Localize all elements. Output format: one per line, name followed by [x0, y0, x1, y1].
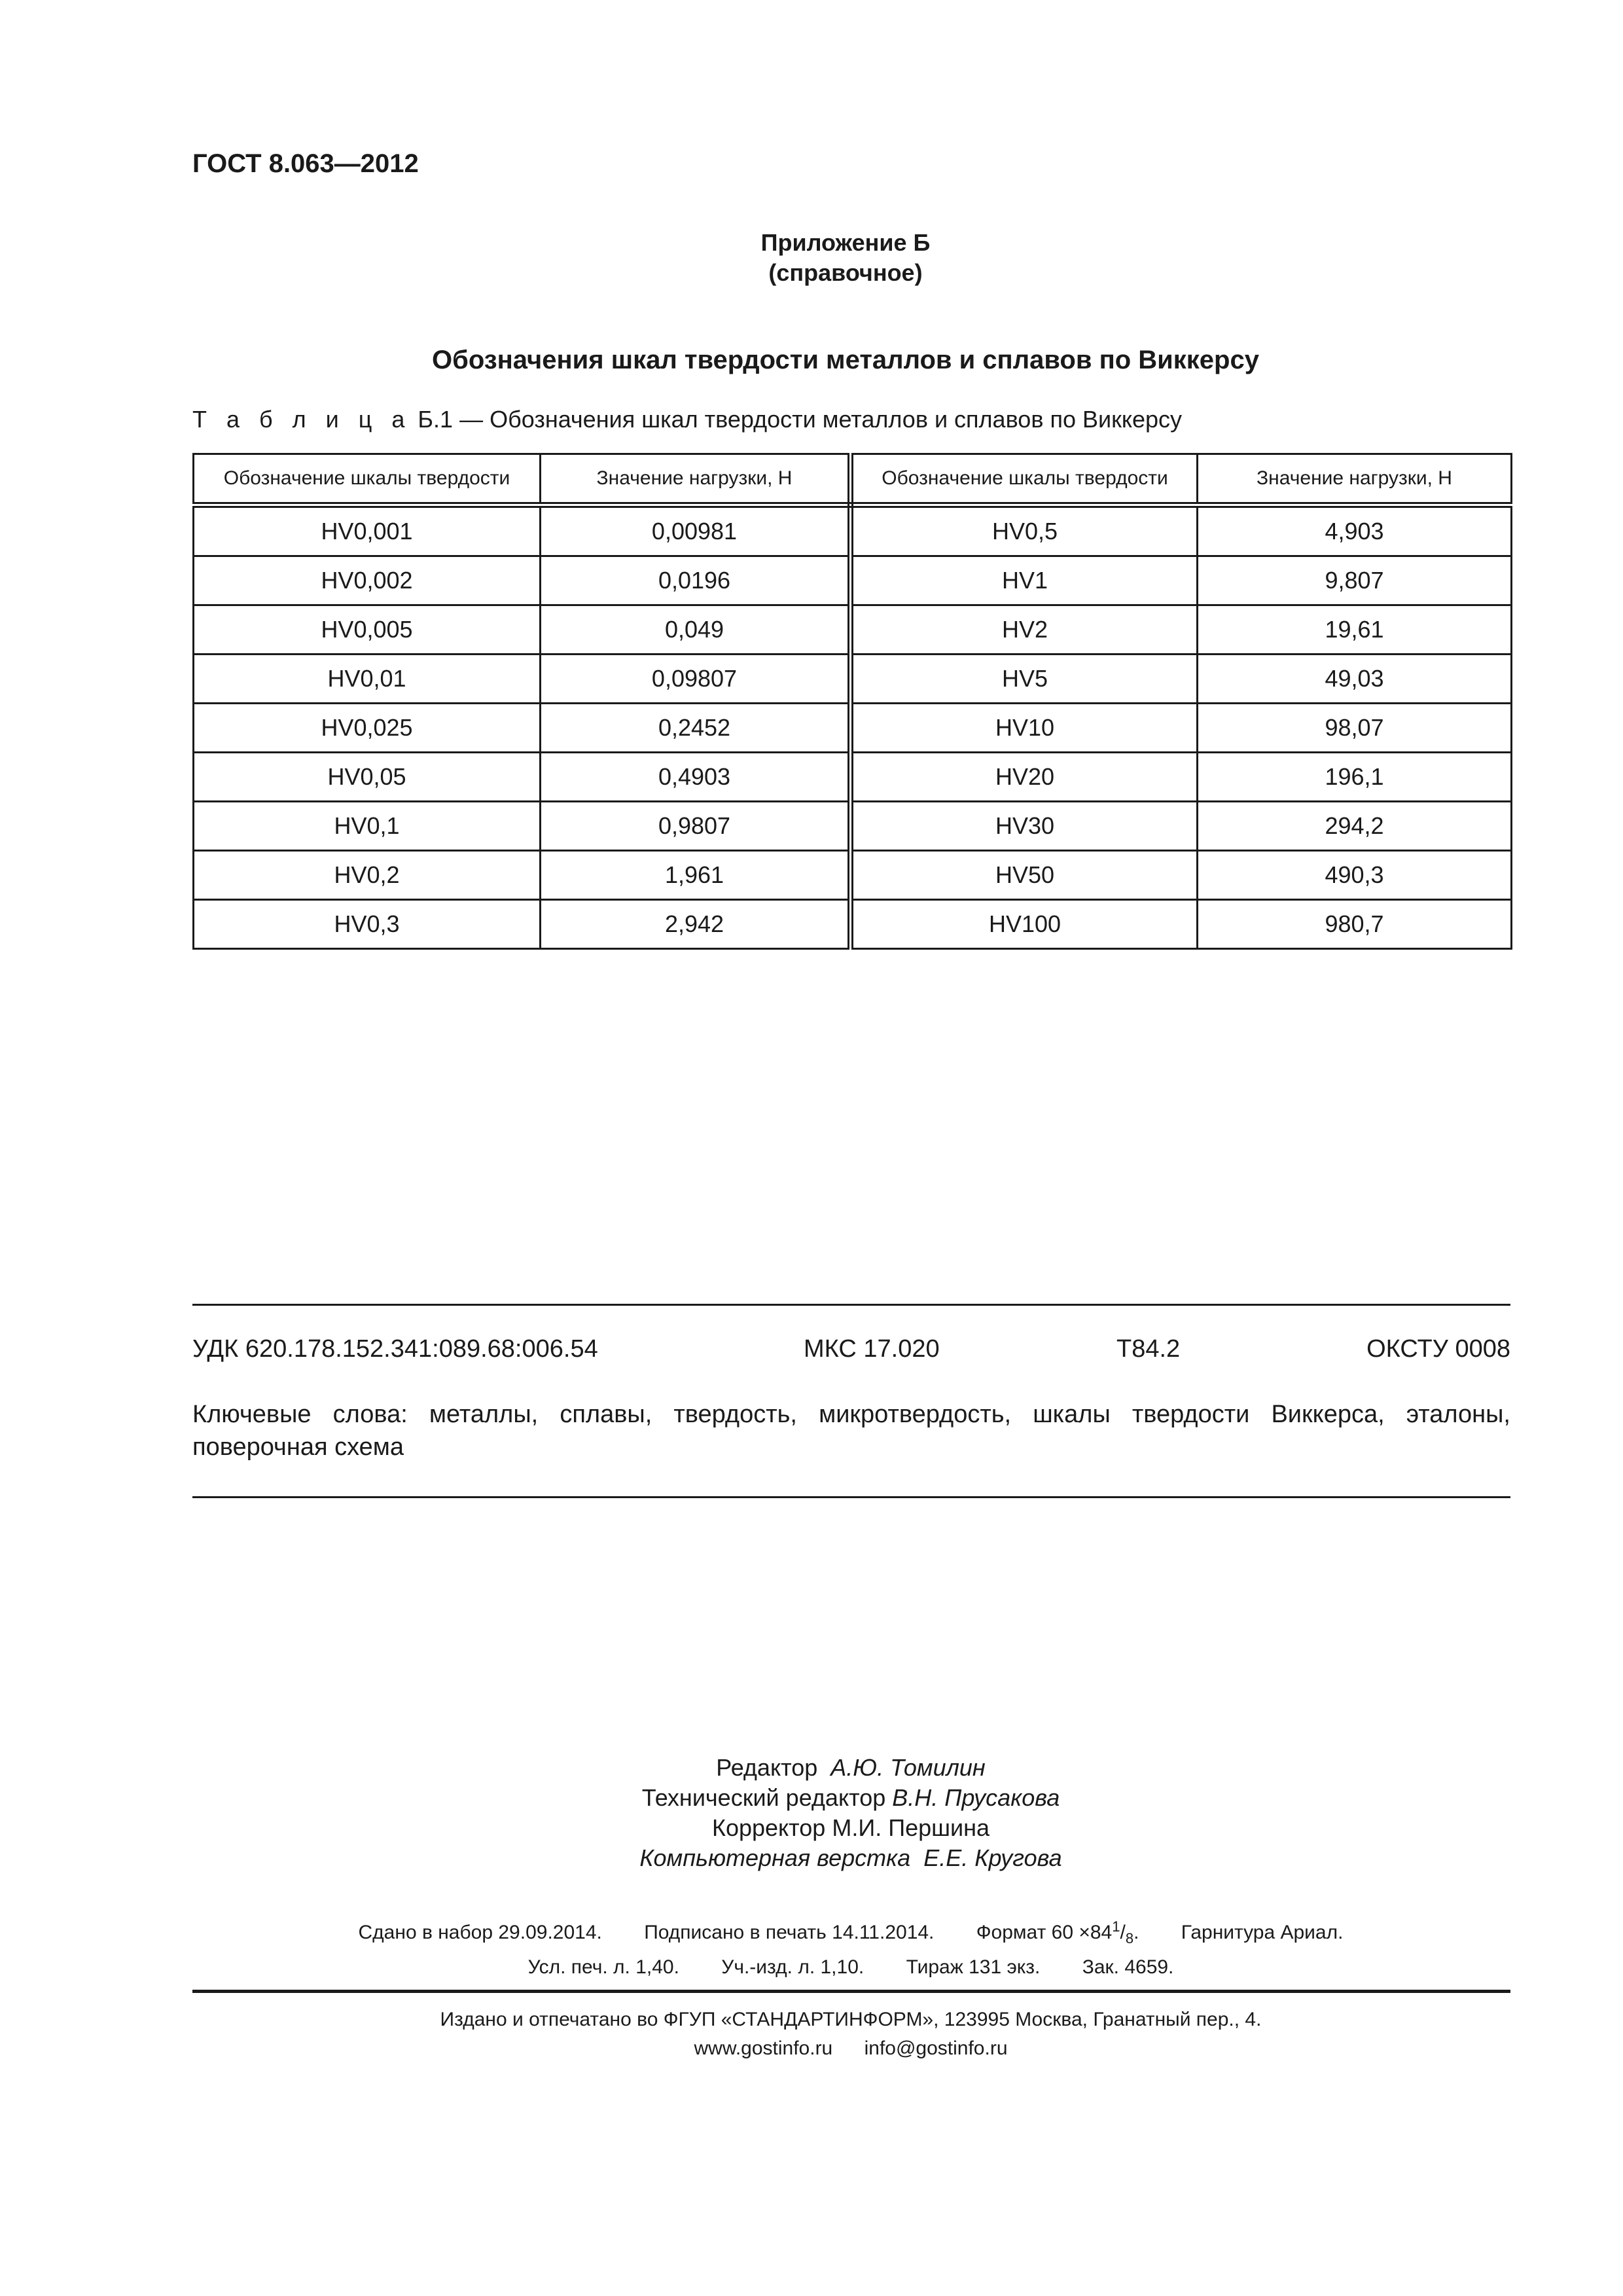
okstu-code: ОКСТУ 0008 — [1366, 1335, 1510, 1363]
appendix-heading — [0, 228, 1623, 288]
website-link[interactable]: www.gostinfo.ru — [694, 2037, 833, 2059]
appendix-kind: (справочное) — [768, 259, 923, 286]
scale-designation-cell: HV0,001 — [194, 505, 541, 556]
scale-designation-cell: HV0,01 — [194, 655, 541, 704]
corrector-name: М.И. Першина — [832, 1814, 990, 1841]
scale-designation-cell: HV0,002 — [194, 556, 541, 605]
udk-code: УДК 620.178.152.341:089.68:006.54 — [192, 1335, 598, 1363]
tech-editor-line — [0, 1783, 1623, 1813]
scale-designation-cell: HV0,025 — [194, 704, 541, 753]
load-value-cell: 49,03 — [1198, 655, 1512, 704]
load-value-cell: 490,3 — [1198, 851, 1512, 900]
load-value-cell: 294,2 — [1198, 802, 1512, 851]
submitted-date: Сдано в набор 29.09.2014. — [358, 1922, 602, 1943]
table-row — [194, 605, 1512, 655]
load-value-cell: 980,7 — [1198, 900, 1512, 949]
print-info-line-2 — [0, 1953, 1623, 1982]
scale-designation-cell: HV0,5 — [851, 505, 1198, 556]
print-info — [0, 1912, 1623, 1982]
format-denominator: 8 — [1125, 1930, 1134, 1946]
divider-top — [192, 1304, 1510, 1306]
format-prefix: Формат 60 ×84 — [976, 1922, 1113, 1943]
credits-block — [0, 1753, 1623, 1873]
column-header: Обозначение шкалы твердости — [194, 454, 541, 505]
layout-name: Е.Е. Кругова — [923, 1844, 1062, 1871]
table-caption-text: Б.1 — Обозначения шкал твердости металлов и сплавов по Виккерсу — [418, 406, 1183, 433]
table-row — [194, 704, 1512, 753]
table-header-row — [194, 454, 1512, 505]
appendix-title: Приложение Б — [760, 229, 931, 256]
layout-line — [0, 1843, 1623, 1873]
scale-designation-cell: HV30 — [851, 802, 1198, 851]
load-value-cell: 2,942 — [541, 900, 851, 949]
circulation: Тираж 131 экз. — [906, 1956, 1041, 1978]
publisher-line: Издано и отпечатано во ФГУП «СТАНДАРТИНФОРМ», 123995 Москва, Гранатный пер., 4. — [440, 2009, 1262, 2030]
column-header: Обозначение шкалы твердости — [851, 454, 1198, 505]
scale-designation-cell: HV0,05 — [194, 753, 541, 802]
keywords: Ключевые слова: металлы, сплавы, твердость, микротвердость, шкалы твердости Виккерса, эталоны, поверочная схема — [192, 1401, 1510, 1461]
scale-designation-cell: HV0,1 — [194, 802, 541, 851]
format-numerator: 1 — [1112, 1918, 1120, 1935]
publisher-divider — [192, 1990, 1510, 1993]
tech-editor-label: Технический редактор — [641, 1784, 886, 1811]
scale-designation-cell: HV50 — [851, 851, 1198, 900]
table-row — [194, 851, 1512, 900]
table-row — [194, 900, 1512, 949]
editor-name: А.Ю. Томилин — [830, 1754, 986, 1781]
corrector-label: Корректор — [711, 1814, 826, 1841]
vickers-scale-table — [192, 453, 1512, 950]
editor-label: Редактор — [716, 1754, 818, 1781]
print-sheets: Усл. печ. л. 1,40. — [527, 1956, 679, 1978]
load-value-cell: 0,049 — [541, 605, 851, 655]
email-link[interactable]: info@gostinfo.ru — [864, 2037, 1008, 2059]
scale-designation-cell: HV5 — [851, 655, 1198, 704]
signed-date: Подписано в печать 14.11.2014. — [644, 1922, 935, 1943]
scale-designation-cell: HV0,3 — [194, 900, 541, 949]
load-value-cell: 0,0196 — [541, 556, 851, 605]
layout-label: Компьютерная верстка — [639, 1844, 911, 1871]
column-header: Значение нагрузки, Н — [1198, 454, 1512, 505]
load-value-cell: 0,2452 — [541, 704, 851, 753]
typeface: Гарнитура Ариал. — [1181, 1922, 1344, 1943]
scale-designation-cell: HV2 — [851, 605, 1198, 655]
table-row — [194, 802, 1512, 851]
table-row — [194, 655, 1512, 704]
scale-designation-cell: HV0,005 — [194, 605, 541, 655]
publishing-sheets: Уч.-изд. л. 1,10. — [721, 1956, 865, 1978]
editor-line — [0, 1753, 1623, 1783]
scale-designation-cell: HV10 — [851, 704, 1198, 753]
document-code: ГОСТ 8.063—2012 — [192, 149, 419, 178]
scale-designation-cell: HV0,2 — [194, 851, 541, 900]
load-value-cell: 0,00981 — [541, 505, 851, 556]
scale-designation-cell: HV1 — [851, 556, 1198, 605]
table-row — [194, 556, 1512, 605]
load-value-cell: 1,961 — [541, 851, 851, 900]
order-number: Зак. 4659. — [1082, 1956, 1174, 1978]
main-title: Обозначения шкал твердости металлов и сплавов по Виккерсу — [432, 346, 1259, 374]
load-value-cell: 0,9807 — [541, 802, 851, 851]
table-row — [194, 753, 1512, 802]
mks-code: МКС 17.020 — [804, 1335, 940, 1363]
table-caption-prefix: Т а б л и ц а — [192, 406, 412, 433]
load-value-cell: 196,1 — [1198, 753, 1512, 802]
load-value-cell: 19,61 — [1198, 605, 1512, 655]
print-info-line-1 — [0, 1912, 1623, 1953]
publisher-contacts — [0, 2034, 1623, 2063]
tech-editor-name: В.Н. Прусакова — [892, 1784, 1060, 1811]
load-value-cell: 98,07 — [1198, 704, 1512, 753]
table-row — [194, 505, 1512, 556]
divider-bottom — [192, 1496, 1510, 1498]
load-value-cell: 4,903 — [1198, 505, 1512, 556]
scale-designation-cell: HV20 — [851, 753, 1198, 802]
load-value-cell: 0,09807 — [541, 655, 851, 704]
scale-designation-cell: HV100 — [851, 900, 1198, 949]
table-caption — [192, 406, 1182, 433]
load-value-cell: 9,807 — [1198, 556, 1512, 605]
load-value-cell: 0,4903 — [541, 753, 851, 802]
publisher-block — [0, 2005, 1623, 2063]
column-header: Значение нагрузки, Н — [541, 454, 851, 505]
t-code: Т84.2 — [1116, 1335, 1181, 1363]
corrector-line — [0, 1813, 1623, 1843]
paper-format: Формат $60 \times 84^1/_8$. — [976, 1918, 1139, 1946]
